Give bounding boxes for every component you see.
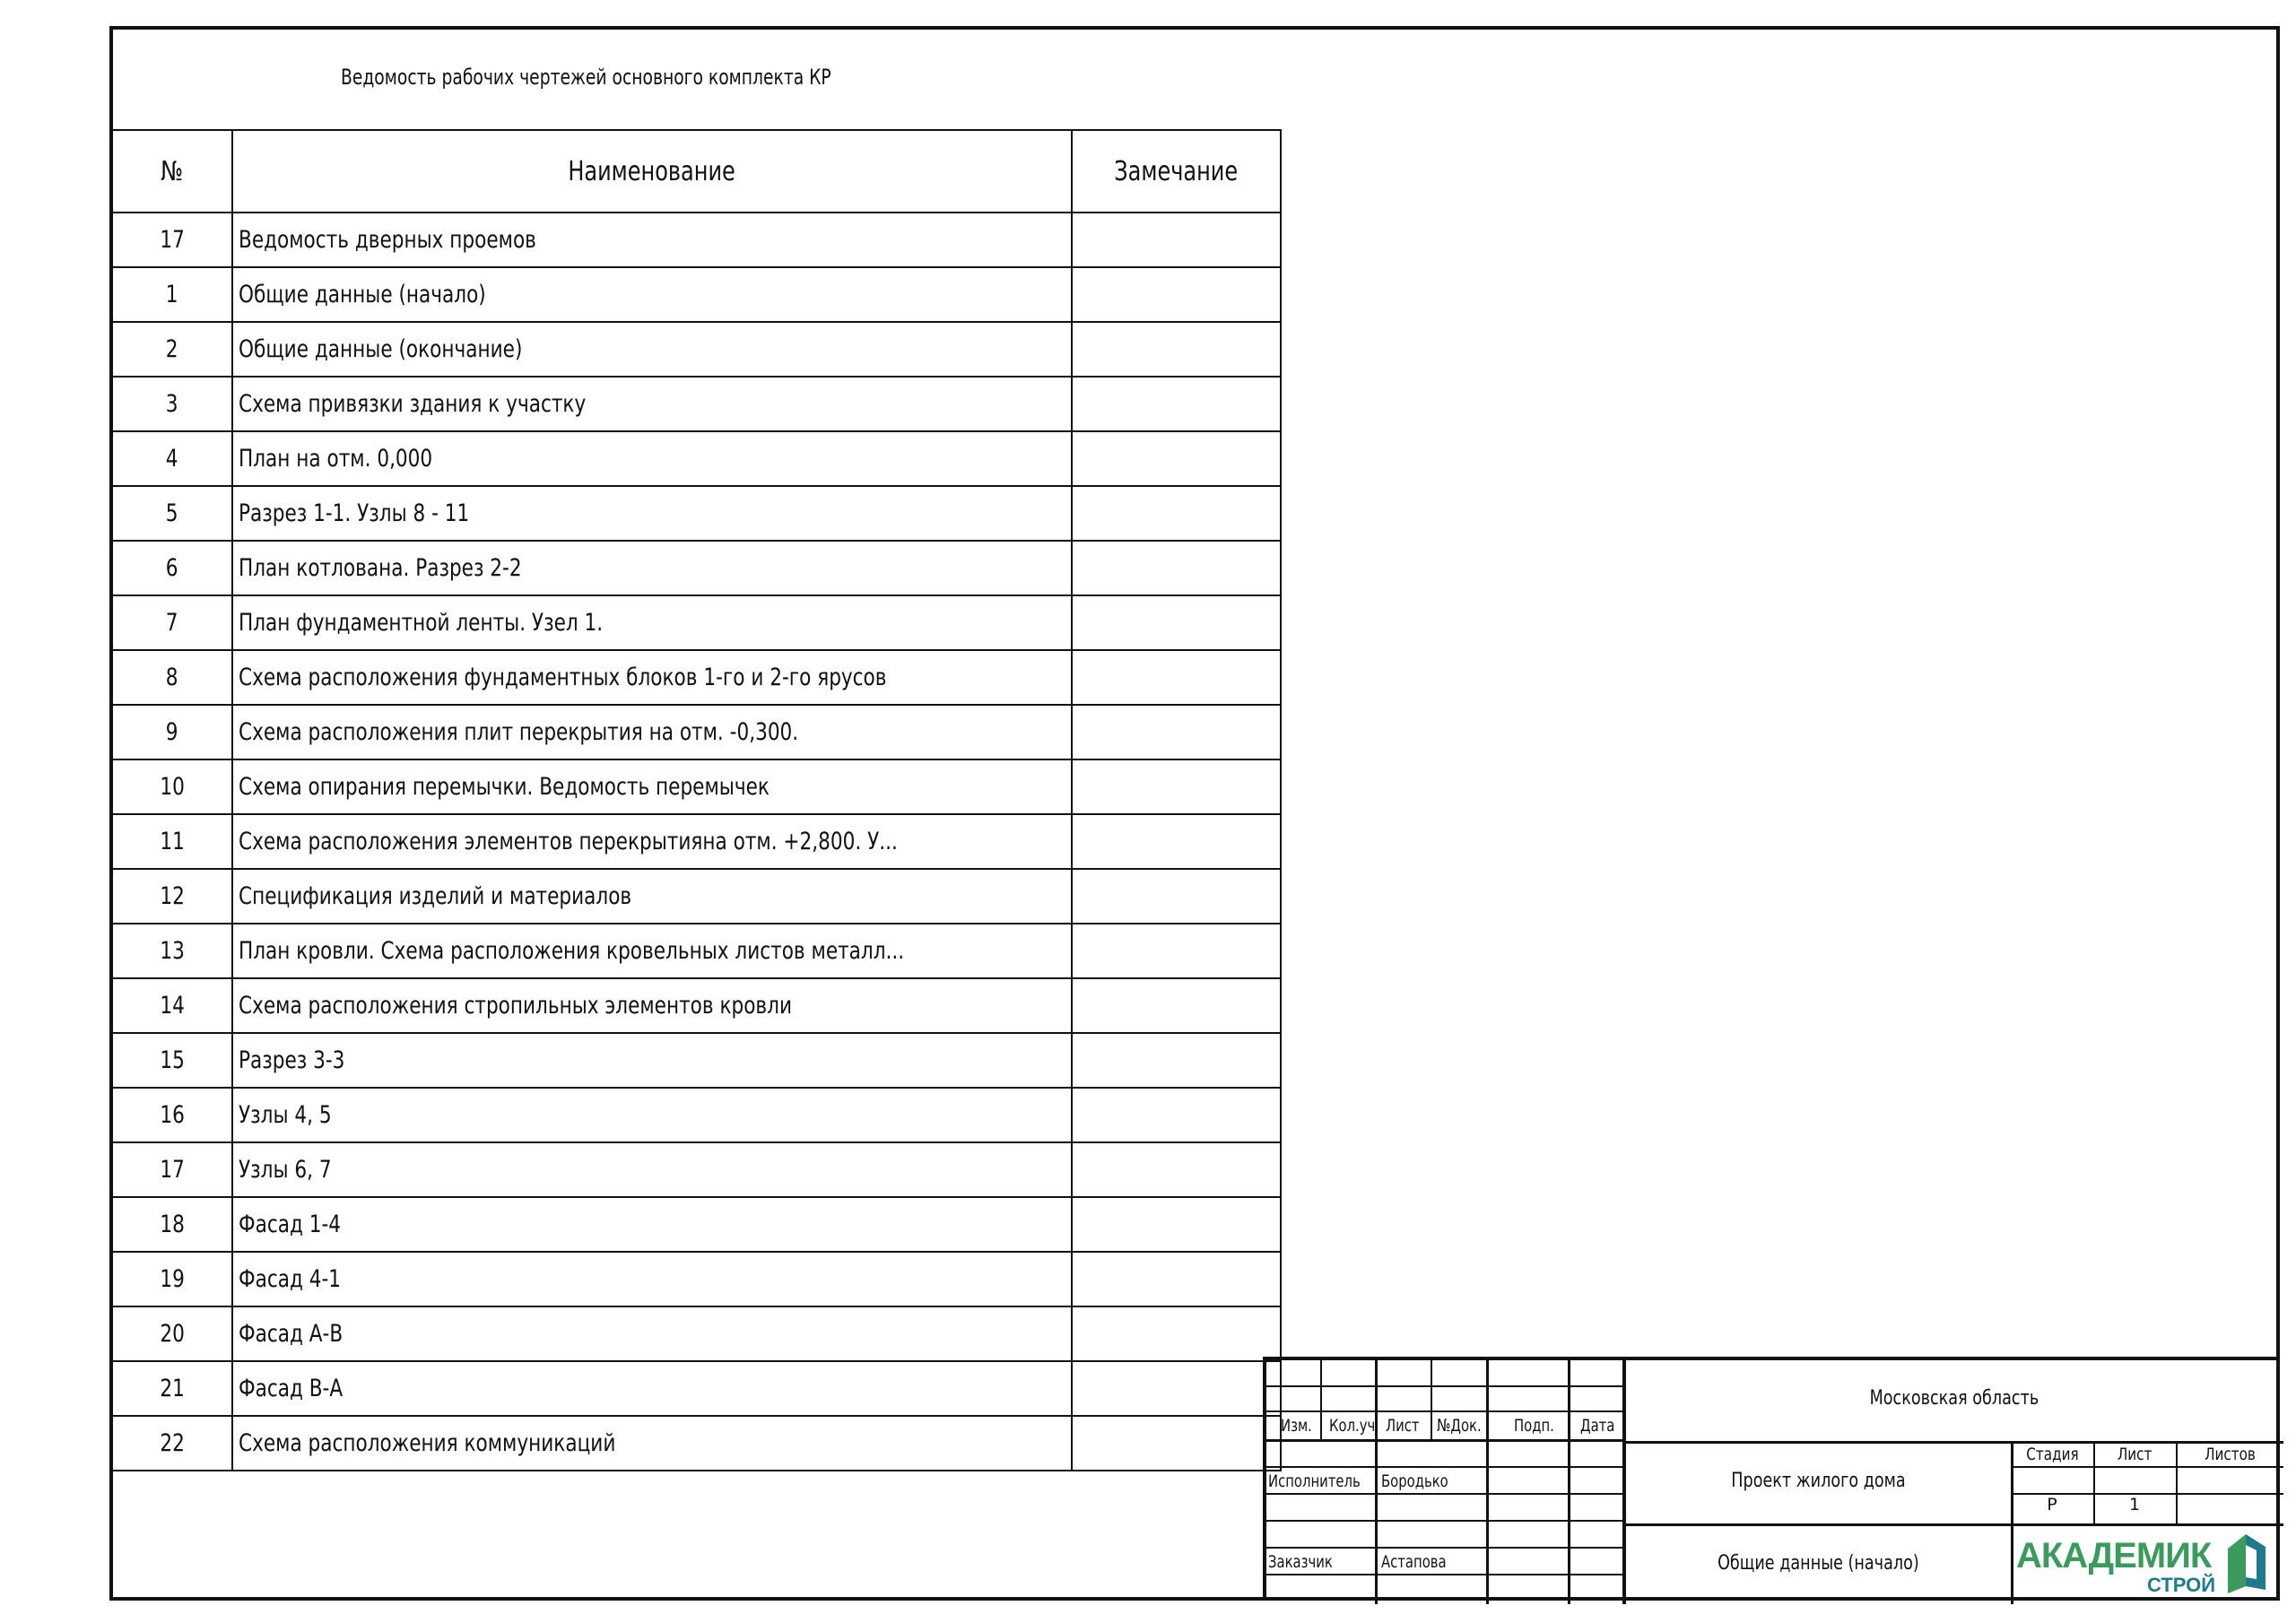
stamp-sheet-value: 1 <box>2128 1495 2141 1515</box>
row-name: Разрез 1-1. Узлы 8 - 11 <box>232 486 1072 541</box>
row-remark <box>1072 705 1281 759</box>
row-name: План кровли. Схема расположения кровельных листов металл... <box>232 924 1072 978</box>
table-row <box>112 869 1281 924</box>
table-row <box>112 377 1281 431</box>
row-number: 6 <box>112 541 232 595</box>
row-number: 1 <box>112 267 232 322</box>
row-number: 2 <box>112 322 232 377</box>
table-row <box>112 814 1281 869</box>
table-row <box>112 213 1281 267</box>
row-remark <box>1072 1306 1281 1361</box>
row-remark <box>1072 377 1281 431</box>
row-name: Схема расположения элементов перекрытияна отм. +2,800. У... <box>232 814 1072 869</box>
stamp-label-data: Дата <box>1580 1416 1615 1436</box>
row-remark <box>1072 322 1281 377</box>
row-number: 13 <box>112 924 232 978</box>
stamp-sheet-label: Лист <box>2117 1445 2152 1464</box>
row-name: Ведомость дверных проемов <box>232 213 1072 267</box>
row-name: Фасад 4-1 <box>232 1252 1072 1306</box>
stamp-label-ndok: №Док. <box>1437 1416 1482 1436</box>
table-row <box>112 1142 1281 1197</box>
row-name: Общие данные (окончание) <box>232 322 1072 377</box>
header-remark: Замечание <box>1072 130 1281 213</box>
table-row <box>112 1252 1281 1306</box>
row-remark <box>1072 1033 1281 1088</box>
row-number: 17 <box>112 213 232 267</box>
table-row <box>112 595 1281 650</box>
row-number: 15 <box>112 1033 232 1088</box>
stamp-label-podp: Подп. <box>1514 1416 1554 1436</box>
row-name: Узлы 4, 5 <box>232 1088 1072 1142</box>
row-remark <box>1072 541 1281 595</box>
sheet-title: Ведомость рабочих чертежей основного комплекта КР <box>341 65 831 90</box>
table-row <box>112 1361 1281 1416</box>
stamp-label-kol: Кол.уч <box>1329 1416 1376 1436</box>
table-row <box>112 486 1281 541</box>
table-row <box>112 267 1281 322</box>
row-number: 22 <box>112 1416 232 1471</box>
logo-word-akademik: АКАДЕМИК <box>2016 1536 2212 1575</box>
table-row <box>112 431 1281 486</box>
row-remark <box>1072 1142 1281 1197</box>
row-number: 18 <box>112 1197 232 1252</box>
row-number: 9 <box>112 705 232 759</box>
stamp-role-customer: Заказчик <box>1268 1552 1333 1572</box>
stamp-executor-name: Бородько <box>1381 1471 1448 1491</box>
stamp-customer-name: Астапова <box>1381 1552 1447 1572</box>
stamp-stage-label: Стадия <box>2025 1445 2079 1464</box>
table-row <box>112 1416 1281 1471</box>
table-row <box>112 1197 1281 1252</box>
row-remark <box>1072 486 1281 541</box>
table-row <box>112 541 1281 595</box>
row-remark <box>1072 650 1281 705</box>
row-remark <box>1072 213 1281 267</box>
row-remark <box>1072 1252 1281 1306</box>
stamp-project: Проект жилого дома <box>1730 1470 1906 1492</box>
row-remark <box>1072 267 1281 322</box>
logo-mark-icon <box>2219 1531 2273 1599</box>
row-name: Спецификация изделий и материалов <box>232 869 1072 924</box>
row-name: Разрез 3-3 <box>232 1033 1072 1088</box>
row-name: Схема расположения плит перекрытия на отм. -0,300. <box>232 705 1072 759</box>
row-name: Общие данные (начало) <box>232 267 1072 322</box>
header-name: Наименование <box>232 130 1072 213</box>
logo-word-stroy: СТРОЙ <box>2147 1574 2216 1596</box>
stamp-label-list: Лист <box>1386 1416 1420 1436</box>
table-row <box>112 1088 1281 1142</box>
row-remark <box>1072 1416 1281 1471</box>
row-remark <box>1072 869 1281 924</box>
row-number: 8 <box>112 650 232 705</box>
row-number: 19 <box>112 1252 232 1306</box>
row-number: 14 <box>112 978 232 1033</box>
row-number: 16 <box>112 1088 232 1142</box>
row-number: 21 <box>112 1361 232 1416</box>
header-num: № <box>112 130 232 213</box>
row-number: 11 <box>112 814 232 869</box>
table-header-row <box>112 130 1281 213</box>
title-block <box>1263 1357 2280 1601</box>
row-name: Схема привязки здания к участку <box>232 377 1072 431</box>
stamp-region: Московская область <box>1869 1387 2039 1410</box>
row-remark <box>1072 978 1281 1033</box>
row-remark <box>1072 814 1281 869</box>
row-number: 3 <box>112 377 232 431</box>
row-number: 5 <box>112 486 232 541</box>
row-remark <box>1072 595 1281 650</box>
row-name: Фасад А-В <box>232 1306 1072 1361</box>
row-remark <box>1072 1197 1281 1252</box>
row-name: План фундаментной ленты. Узел 1. <box>232 595 1072 650</box>
row-name: Схема опирания перемычки. Ведомость перемычек <box>232 759 1072 814</box>
row-name: План котлована. Разрез 2-2 <box>232 541 1072 595</box>
table-row <box>112 978 1281 1033</box>
stamp-sheets-label: Листов <box>2204 1445 2256 1464</box>
row-number: 17 <box>112 1142 232 1197</box>
row-name: Фасад В-А <box>232 1361 1072 1416</box>
akademik-stroy-logo <box>2016 1531 2276 1602</box>
row-number: 20 <box>112 1306 232 1361</box>
table-row <box>112 1033 1281 1088</box>
table-row <box>112 322 1281 377</box>
row-remark <box>1072 924 1281 978</box>
row-number: 12 <box>112 869 232 924</box>
row-number: 10 <box>112 759 232 814</box>
row-remark <box>1072 1361 1281 1416</box>
row-remark <box>1072 759 1281 814</box>
stamp-role-executor: Исполнитель <box>1268 1471 1361 1491</box>
table-row <box>112 650 1281 705</box>
row-name: Узлы 6, 7 <box>232 1142 1072 1197</box>
stamp-label-izm: Изм. <box>1281 1416 1312 1436</box>
drawings-list-table <box>111 129 1282 1471</box>
row-remark <box>1072 431 1281 486</box>
row-name: Схема расположения коммуникаций <box>232 1416 1072 1471</box>
table-row <box>112 705 1281 759</box>
row-remark <box>1072 1088 1281 1142</box>
stamp-sheet-name: Общие данные (начало) <box>1717 1552 1919 1575</box>
row-number: 4 <box>112 431 232 486</box>
row-name: Схема расположения стропильных элементов кровли <box>232 978 1072 1033</box>
row-number: 7 <box>112 595 232 650</box>
table-row <box>112 1306 1281 1361</box>
row-name: Фасад 1-4 <box>232 1197 1072 1252</box>
row-name: Схема расположения фундаментных блоков 1-го и 2-го ярусов <box>232 650 1072 705</box>
table-row <box>112 759 1281 814</box>
row-name: План на отм. 0,000 <box>232 431 1072 486</box>
stamp-stage-value: Р <box>2047 1495 2057 1515</box>
table-row <box>112 924 1281 978</box>
